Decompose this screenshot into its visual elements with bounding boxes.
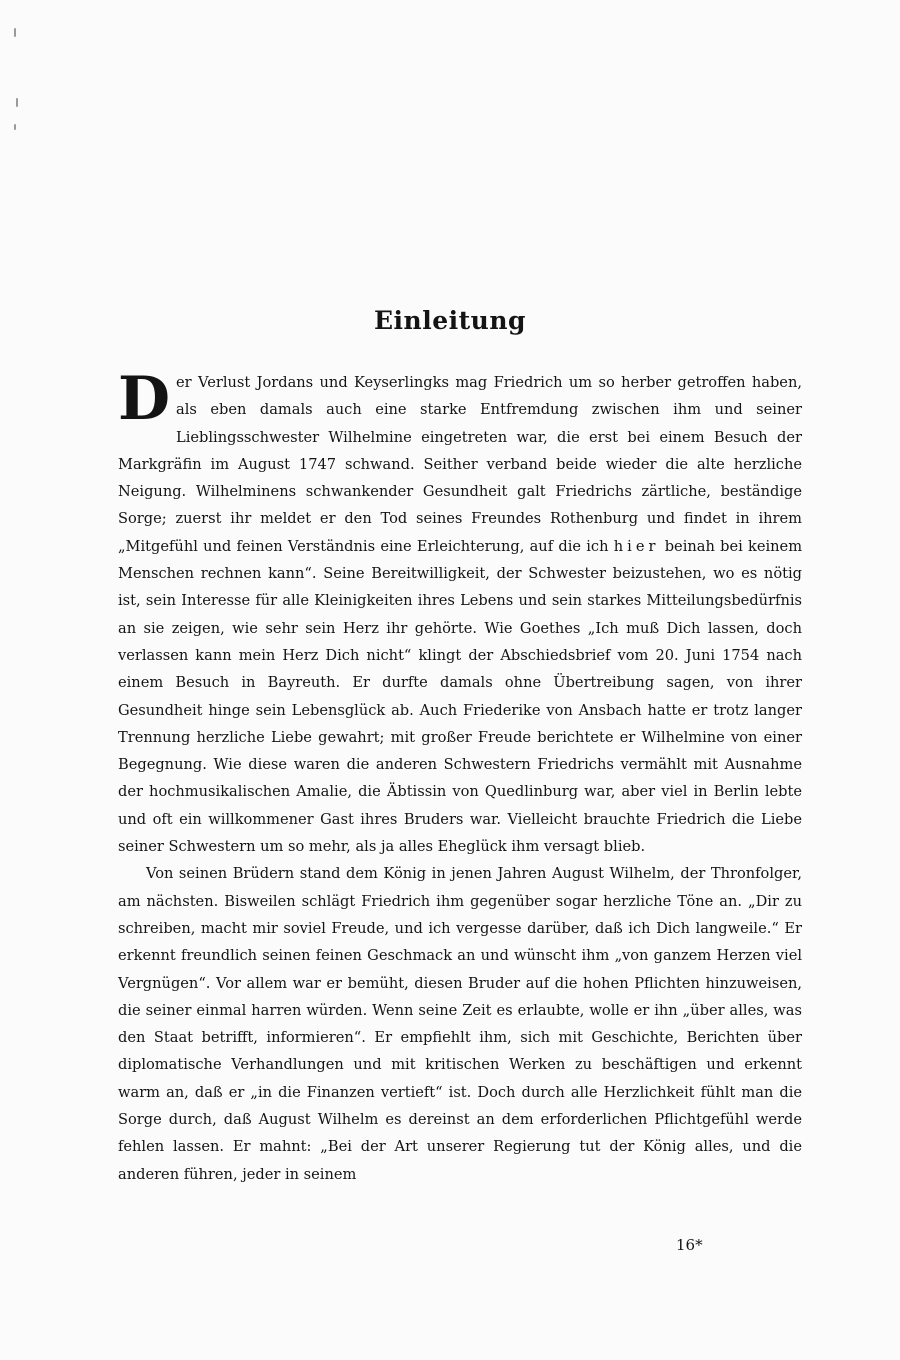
page-number: 16* <box>676 1236 703 1254</box>
paragraph-1-text-b: beinah bei keinem Menschen rechnen kann“. Seine Bereitwilligkeit, der Schwester beizustehen, wo es nötig ist, sein Interesse für alle Kleinigkeiten ihres Lebens und sein starkes Mitteilungsbedürfnis an sie zeigen, wie sehr sein Herz ihr gehörte. Wie Goethes „Ich muß Dich lassen, doch verlassen kann mein Herz Dich nicht“ klingt der Abschiedsbrief vom 20. Juni 1754 nach einem Besuch in Bayreuth. Er durfte damals ohne Übertreibung sagen, von ihrer Gesundheit hinge sein Lebensglück ab. Auch Friederike von Ansbach hatte er trotz langer Trennung herzliche Liebe gewahrt; mit großer Freude berichtete er Wilhelmine von einer Begegnung. Wie diese waren die anderen Schwestern Friedrichs vermählt mit Ausnahme der hochmusikalischen Amalie, die Äbtissin von Quedlinburg war, aber viel in Berlin lebte und oft ein willkommener Gast ihres Bruders war. Vielleicht brauchte Friedrich die Liebe seiner Schwestern um so mehr, als ja alles Eheglück ihm versagt blieb. <box>118 537 803 856</box>
emphasized-word: hier <box>613 537 660 555</box>
scan-speck <box>14 124 16 130</box>
drop-cap-initial: D <box>118 364 171 434</box>
paragraph-2: Von seinen Brüdern stand dem König in jenen Jahren August Wilhelm, der Thronfolger, am nächsten. Bisweilen schlägt Friedrich ihm gegenüber sogar herzliche Töne an. „Dir zu schreiben, macht mir soviel Freude, und ich vergesse darüber, daß ich Dich langweile.“ Er erkennt freundlich seinen feinen Geschmack an und wünscht ihm „von ganzem Herzen viel Vergnügen“. Vor allem war er bemüht, diesen Bruder auf die hohen Pflichten hinzuweisen, die seiner einmal harren würden. Wenn seine Zeit es erlaubte, wolle er ihn „über alles, was den Staat betrifft, informieren“. Er empfiehlt ihm, sich mit Geschichte, Berichten über diplomatische Verhandlungen und mit kritischen Werken zu beschäftigen und erkennt warm an, daß er „in die Finanzen vertieft“ ist. Doch durch alle Herzlichkeit fühlt man die Sorge durch, daß August Wilhelm es dereinst an dem erforderlichen Pflichtgefühl werde fehlen lassen. Er mahnt: „Bei der Art unserer Regierung tut der König alles, und die anderen führen, jeder in seinem <box>118 865 802 1183</box>
paragraph-1 <box>118 364 803 860</box>
body-text <box>118 364 803 1188</box>
paragraph-1-text-a: er Verlust Jordans und Keyserlingks mag Friedrich um so herber getroffen haben, als eben damals auch eine starke Entfremdung zwischen ihm und seiner Lieblingsschwester Wilhelmine eingetreten war, die erst bei einem Besuch der Markgräfin im August 1747 schwand. Seither verband beide wieder die alte herzliche Neigung. Wilhelminens schwankender Gesundheit galt Friedrichs zärtliche, beständige Sorge; zuerst ihr meldet er den Tod seines Freundes Rothenburg und findet in ihrem „Mitgefühl und feinen Verständnis eine Erleichterung, auf die ich <box>118 374 802 555</box>
scan-speck <box>16 98 18 107</box>
page-title: Einleitung <box>373 306 526 335</box>
scan-speck <box>14 28 16 37</box>
